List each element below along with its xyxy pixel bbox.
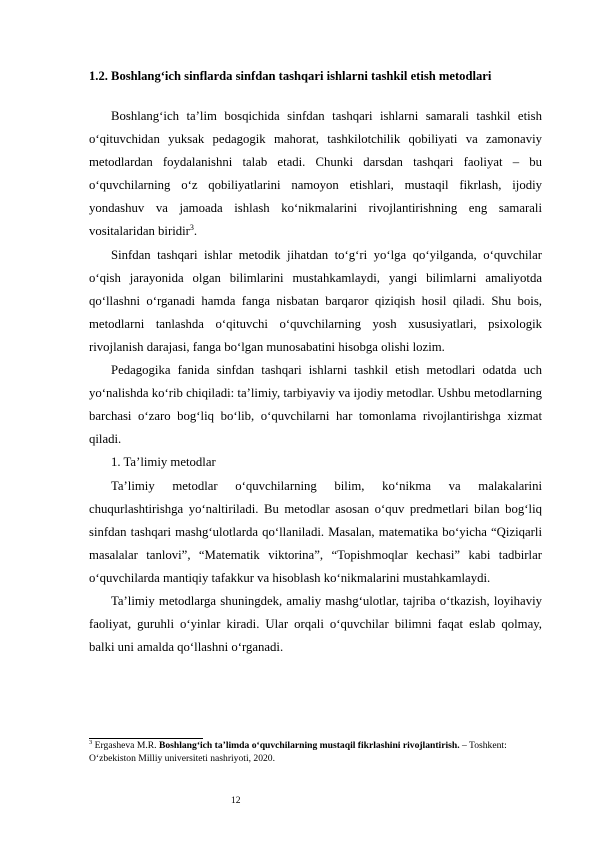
paragraph: Sinfdan tashqari ishlar metodik jihatdan to‘g‘ri yo‘lga qo‘yilganda, o‘quvchilar o‘qish jarayonida olgan bilimlarini mustahkamlaydi, yangi bilimlarni amaliyotda qo‘llashni o‘rganadi hamda fanga nisbatan barqaror qiziqish hosil qiladi. Shu bois, metodlarni tanlashda o‘qituvchi o‘quvchilarning yosh xususiyatlari, psixologik rivojlanish darajasi, fanga bo‘lgan munosabatini hisobga olishi lozim. <box>89 247 542 354</box>
footnote-author: Ergasheva M.R. <box>92 740 159 751</box>
footnote-marker: 3 <box>89 738 93 746</box>
paragraph: Ta’limiy metodlarga shuningdek, amaliy mashg‘ulotlar, tajriba o‘tkazish, loyihaviy faoliyat, guruhli o‘yinlar kiradi. Ular orqali o‘quvchilar bilimni faqat eslab qolmay, balki uni amalda qo‘llashni o‘rganadi. <box>89 593 542 655</box>
paragraph-text: Boshlang‘ich ta’lim bosqichida sinfdan tashqari ishlarni samarali tashkil etish o‘qituvchidan yuksak pedagogik mahorat, tashkilotchilik qobiliyati va zamonaviy metodlardan foydalanishni talab etadi. Chunki darsdan tashqari faoliyat – bu o‘quvchilarning o‘z qobiliyatlarini namoyon etishlari, mustaqil fikrlash, ijodiy yondashuv va jamoada ishlash ko‘nikmalarini rivojlantirishning eng samarali vositalaridan biridir <box>89 109 542 239</box>
paragraph: Ta’limiy metodlar o‘quvchilarning bilim, ko‘nikma va malakalarini chuqurlashtirishga yo‘naltiriladi. Bu metodlar asosan o‘quv predmetlari bilan bog‘liq sinfdan tashqari mashg‘ulotlarda qo‘llaniladi. Masalan, matematika bo‘yicha “Qiziqarli masalalar tanlovi”, “Matematik viktorina”, “Topishmoqlar kechasi” kabi tadbirlar o‘quvchilarda mantiqiy tafakkur va hisoblash ko‘nikmalarini mustahkamlaydi. <box>89 478 542 585</box>
paragraph <box>89 105 542 244</box>
page-number: 12 <box>231 795 241 806</box>
footnote-title: Boshlang‘ich ta’limda o‘quvchilarning mustaqil fikrlashini rivojlantirish. <box>158 740 460 751</box>
paragraph: Pedagogika fanida sinfdan tashqari ishlarni tashkil etish metodlari odatda uch yo‘nalishda ko‘rib chiqiladi: ta’limiy, tarbiyaviy va ijodiy metodlar. Ushbu metodlarning barchasi o‘zaro bog‘liq bo‘lib, o‘quvchilarni har tomonlama rivojlantirishga xizmat qiladi. <box>89 363 542 447</box>
footnote <box>89 739 549 765</box>
section-heading: 1.2. Boshlang‘ich sinflarda sinfdan tashqari ishlarni tashkil etish metodlari <box>89 69 492 83</box>
paragraph-period: . <box>193 224 198 239</box>
footnote-publisher: – Toshkent: O‘zbekiston Milliy universiteti nashriyoti, 2020. <box>89 740 507 764</box>
list-item: 1. Ta’limiy metodlar <box>111 455 216 470</box>
body-text <box>89 105 542 659</box>
footnote-reference: 3 <box>189 223 194 233</box>
